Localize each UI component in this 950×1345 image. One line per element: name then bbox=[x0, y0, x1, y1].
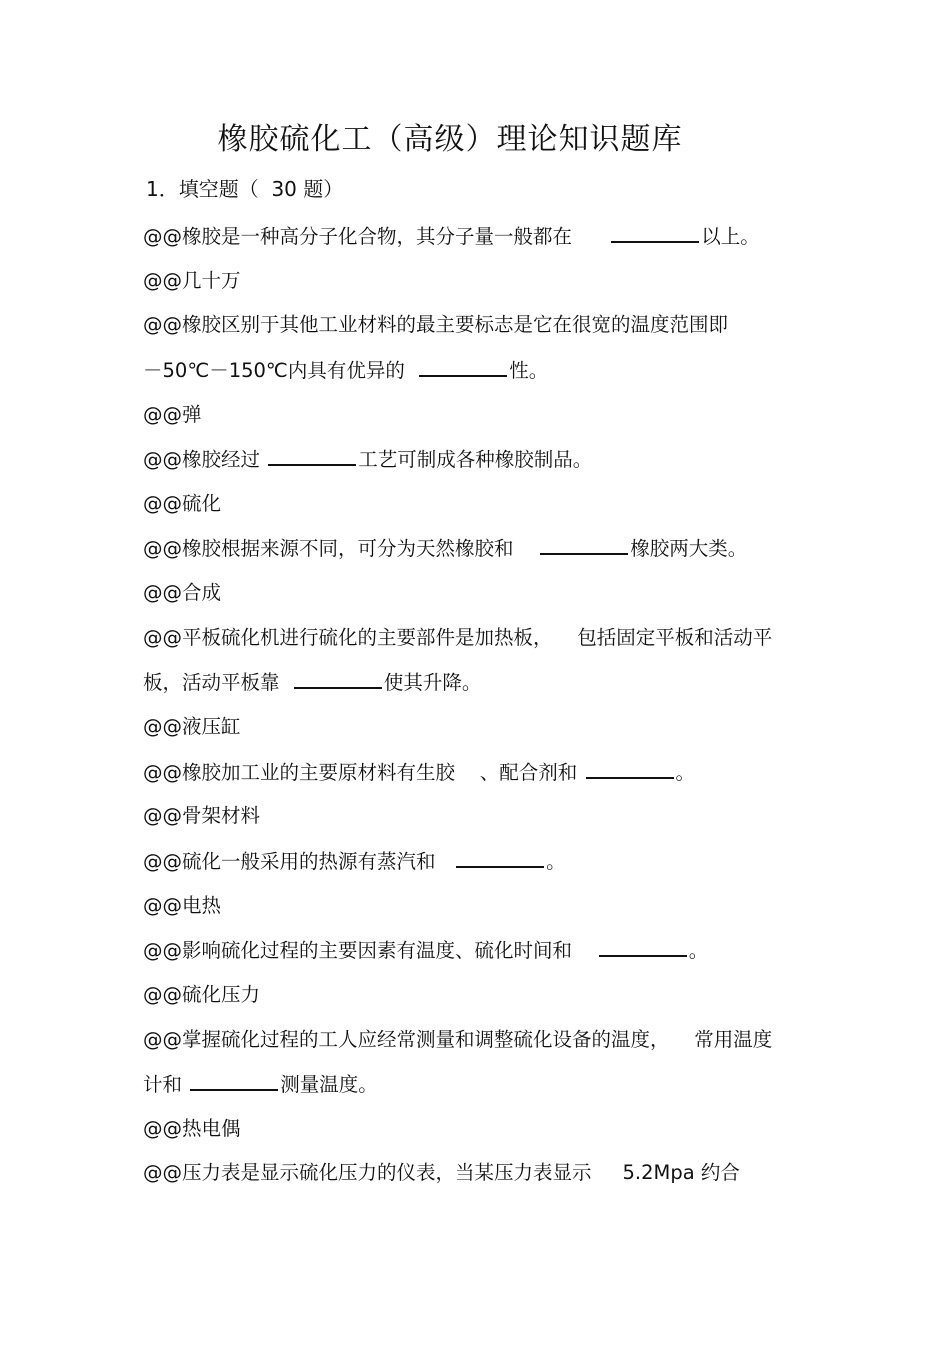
question-line: 计和 测量温度。 bbox=[143, 1067, 823, 1112]
answer-line: @@硫化 bbox=[143, 491, 222, 515]
question-list bbox=[143, 219, 823, 1201]
question-line: @@硫化一般采用的热源有蒸汽和 。 bbox=[143, 844, 823, 889]
answer-blank bbox=[268, 442, 356, 466]
answer-line: @@合成 bbox=[143, 581, 222, 605]
question-line: －50℃－150℃内具有优异的 性。 bbox=[143, 353, 823, 398]
answer-blank bbox=[419, 353, 507, 377]
answer-blank bbox=[294, 665, 382, 689]
question-line: 板，活动平板靠 使其升降。 bbox=[143, 665, 823, 710]
question-line: @@影响硫化过程的主要因素有温度、硫化时间和 。 bbox=[143, 933, 823, 978]
answer-line: @@电热 bbox=[143, 893, 222, 917]
answer-blank bbox=[540, 531, 628, 555]
answer-blank bbox=[586, 755, 674, 779]
question-line: @@橡胶区别于其他工业材料的最主要标志是它在很宽的温度范围即 bbox=[143, 313, 729, 337]
answer-line: @@几十万 bbox=[143, 268, 241, 292]
answer-line: @@骨架材料 bbox=[143, 804, 261, 828]
answer-line: @@热电偶 bbox=[143, 1116, 241, 1140]
answer-line: @@液压缸 bbox=[143, 715, 241, 739]
question-line: @@平板硫化机进行硫化的主要部件是加热板， 包括固定平板和活动平 bbox=[143, 625, 773, 649]
question-line: @@橡胶经过 工艺可制成各种橡胶制品。 bbox=[143, 442, 823, 487]
section-heading: 1．填空题（ 30 题） bbox=[146, 177, 344, 201]
answer-blank bbox=[611, 219, 699, 243]
question-line: @@橡胶根据来源不同，可分为天然橡胶和 橡胶两大类。 bbox=[143, 531, 823, 576]
answer-blank bbox=[190, 1067, 278, 1091]
question-line: @@橡胶加工业的主要原材料有生胶 、配合剂和 。 bbox=[143, 755, 823, 800]
question-line: @@掌握硫化过程的工人应经常测量和调整硫化设备的温度， 常用温度 bbox=[143, 1027, 773, 1051]
document-title: 橡胶硫化工（高级）理论知识题库 bbox=[217, 122, 683, 157]
answer-line: @@硫化压力 bbox=[143, 982, 261, 1006]
question-line: @@压力表是显示硫化压力的仪表，当某压力表显示 5.2Mpa 约合 bbox=[143, 1161, 740, 1185]
answer-blank bbox=[599, 933, 687, 957]
answer-blank bbox=[456, 844, 544, 868]
answer-line: @@弹 bbox=[143, 402, 202, 426]
question-line: @@橡胶是一种高分子化合物，其分子量一般都在 以上。 bbox=[143, 219, 823, 264]
